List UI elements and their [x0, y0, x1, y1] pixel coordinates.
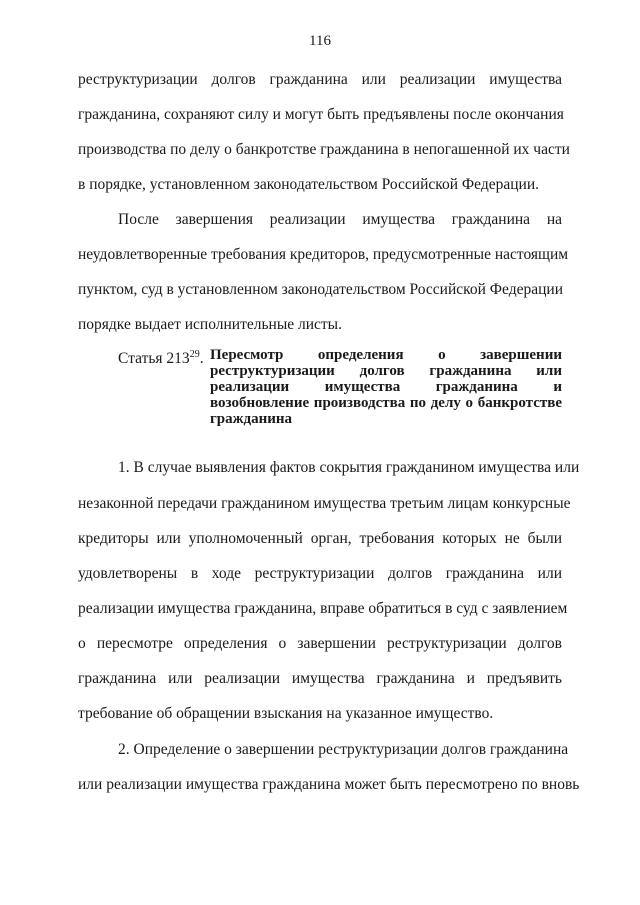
paragraph-4-line: или реализации имущества гражданина может быть пересмотрено по вновь: [78, 776, 580, 793]
article-title-line: Пересмотр определения о завершении: [210, 347, 562, 363]
paragraph-3-line: кредиторы или уполномоченный орган, требования которых не были: [78, 530, 562, 547]
paragraph-3-line: гражданина или реализации имущества гражданина и предъявить: [78, 670, 562, 687]
article-number: Статья 213: [118, 350, 190, 367]
paragraph-4-line: 2. Определение о завершении реструктуризации долгов гражданина: [118, 741, 569, 758]
paragraph-3-line: 1. В случае выявления фактов сокрытия гражданином имущества или: [118, 459, 580, 476]
page-number: 116: [309, 33, 331, 49]
article-title-line: реструктуризации долгов гражданина или: [210, 363, 562, 379]
article-title-line: реализации имущества гражданина и: [210, 379, 562, 395]
paragraph-2-line: пунктом, суд в установленном законодательством Российской Федерации: [78, 281, 564, 298]
paragraph-2-line: порядке выдает исполнительные листы.: [78, 316, 342, 333]
article-title-line: возобновление производства по делу о банкротстве: [210, 395, 562, 411]
article-label-suffix: .: [199, 350, 204, 367]
paragraph-2-line: неудовлетворенные требования кредиторов, предусмотренные настоящим: [78, 246, 569, 263]
paragraph-1-line: производства по делу о банкротстве гражданина в непогашенной их части: [78, 141, 570, 158]
paragraph-3-line: удовлетворены в ходе реструктуризации долгов гражданина или: [78, 565, 562, 582]
paragraph-2-line: После завершения реализации имущества гражданина на: [118, 211, 562, 228]
paragraph-3-line: требование об обращении взыскания на указанное имущество.: [78, 705, 494, 722]
article-superscript: 29: [189, 349, 200, 360]
article-title-line: гражданина: [210, 411, 293, 427]
paragraph-3-line: о пересмотре определения о завершении реструктуризации долгов: [78, 635, 562, 652]
paragraph-3-line: реализации имущества гражданина, вправе обратиться в суд с заявлением: [78, 600, 568, 617]
paragraph-3-line: незаконной передачи гражданином имущества третьим лицам конкурсные: [78, 495, 571, 512]
article-label: [118, 345, 204, 369]
paragraph-1-line: в порядке, установленном законодательством Российской Федерации.: [78, 176, 540, 193]
paragraph-1-line: реструктуризации долгов гражданина или реализации имущества: [78, 71, 562, 88]
paragraph-1-line: гражданина, сохраняют силу и могут быть предъявлены после окончания: [78, 106, 564, 123]
